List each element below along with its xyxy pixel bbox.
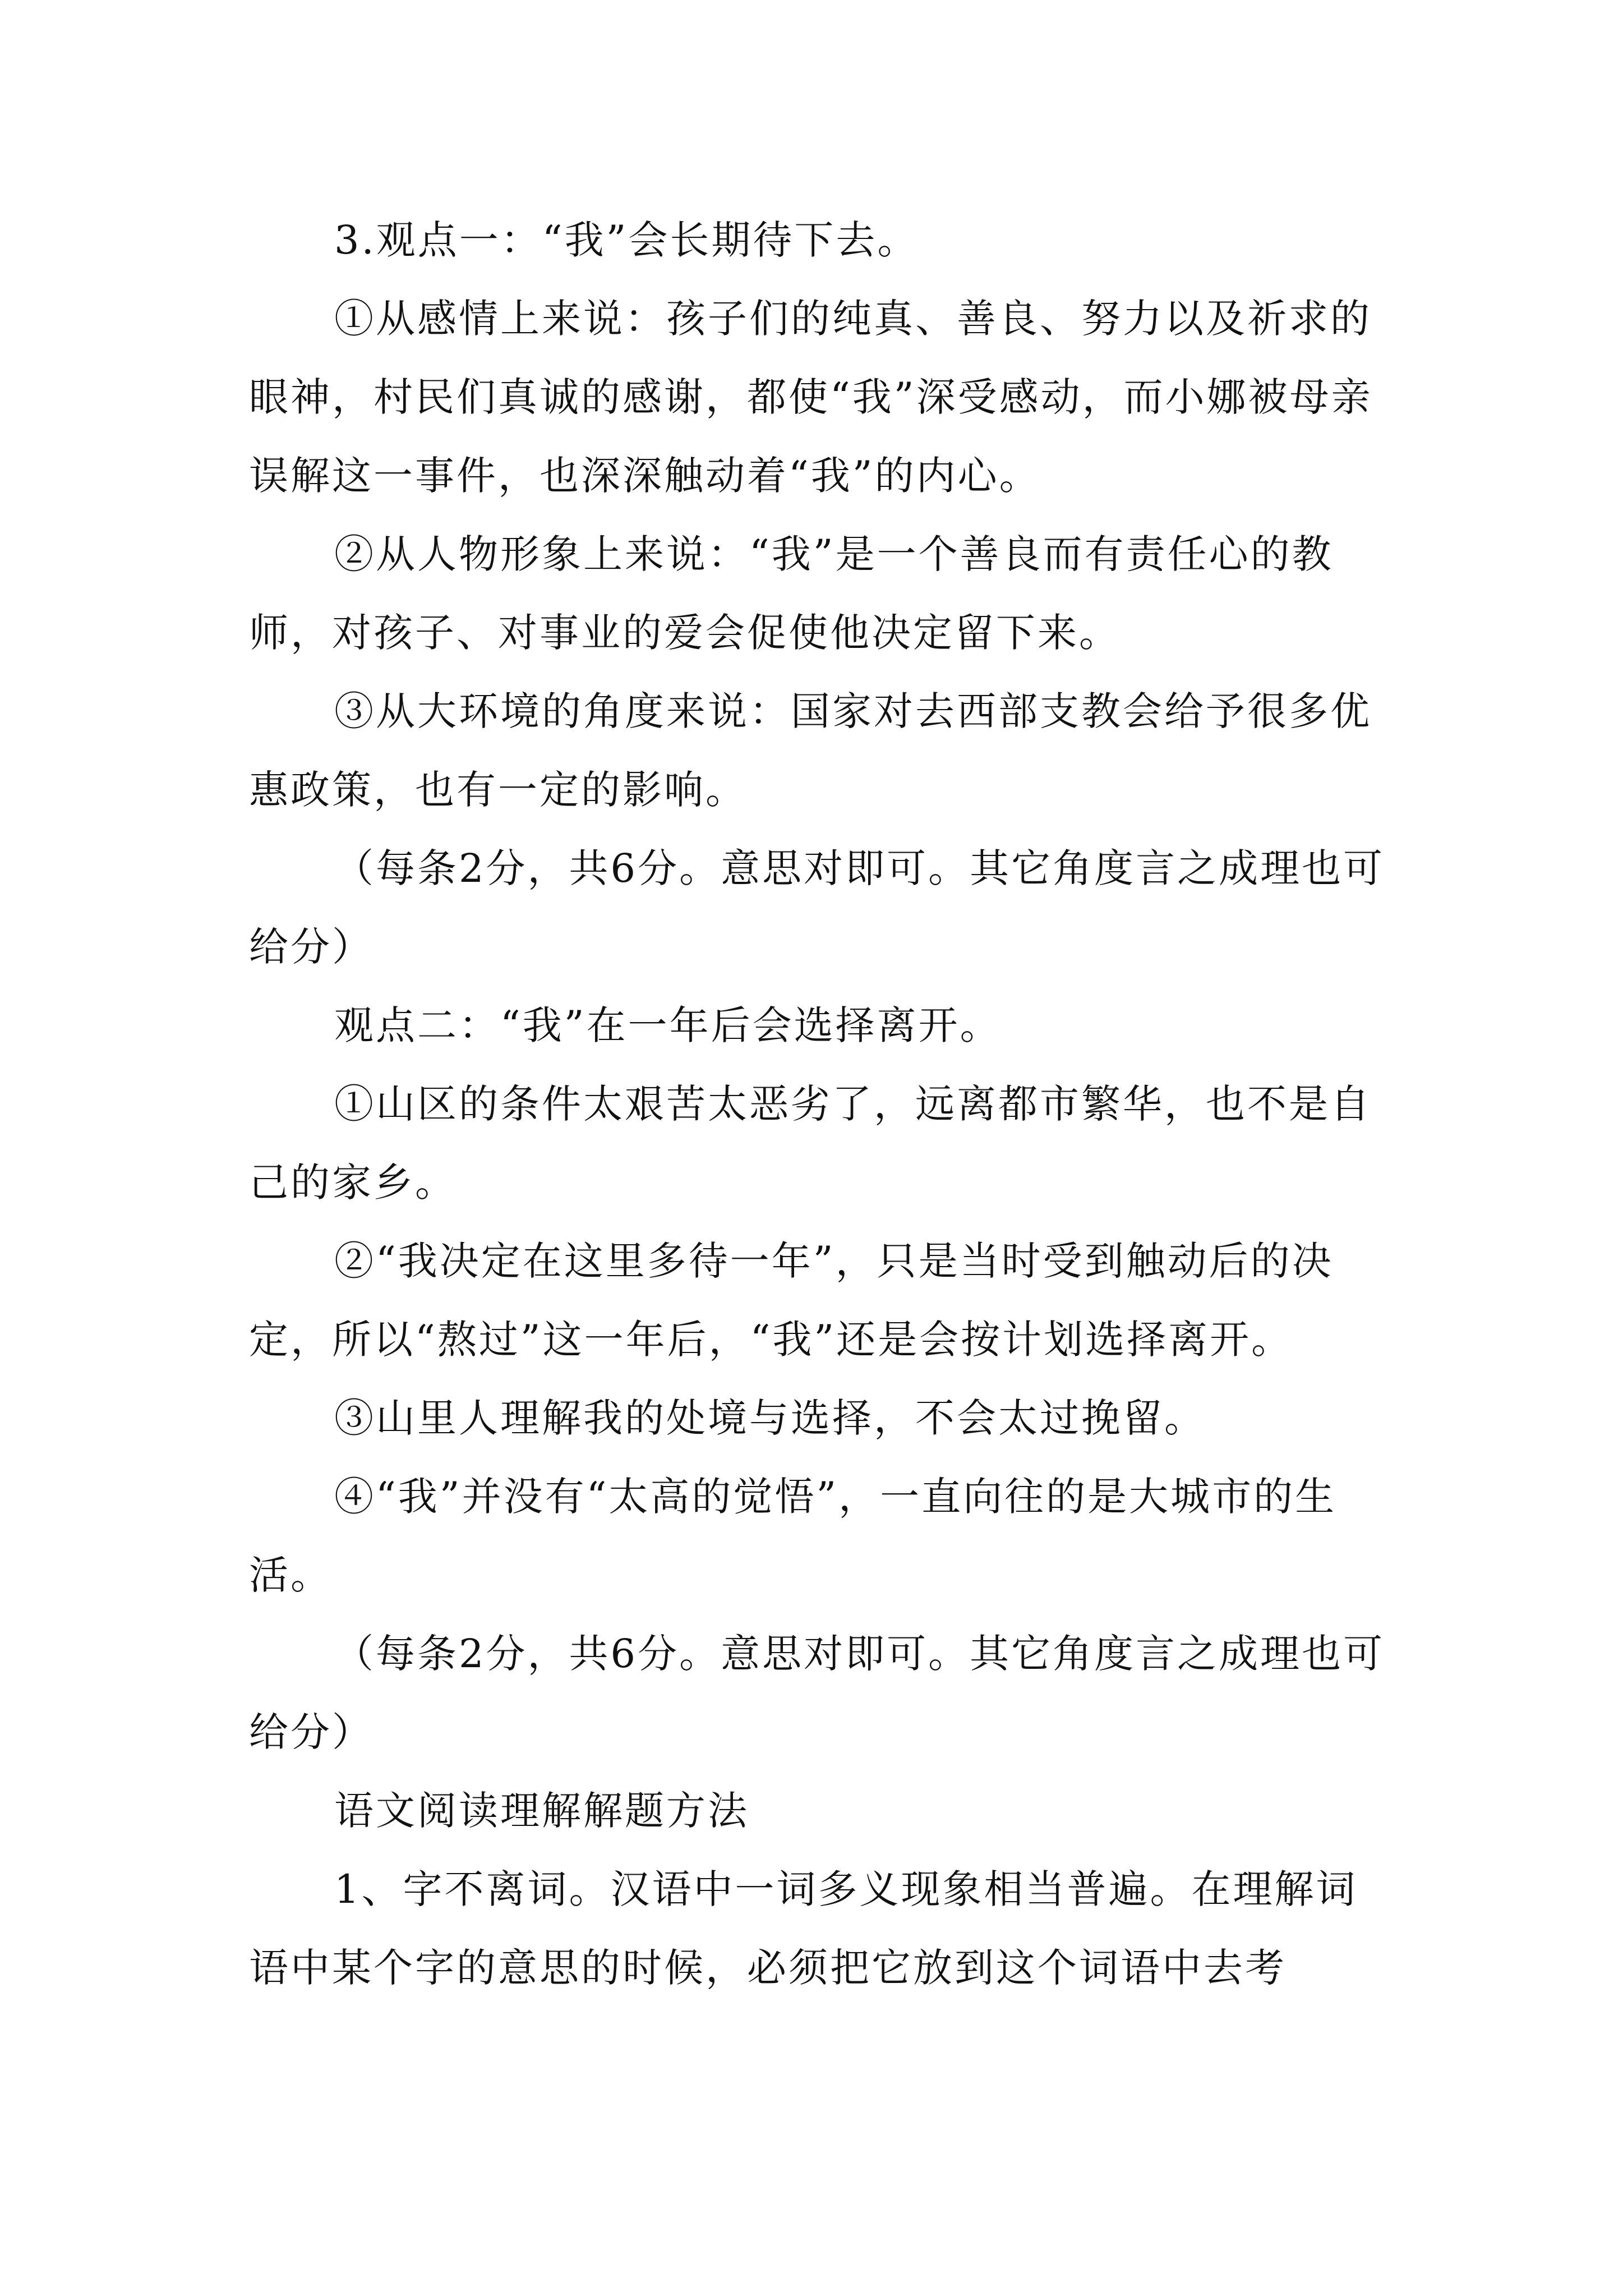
paragraph-two-conditions: ①山区的条件太艰苦太恶劣了，远离都市繁华，也不是自己的家乡。 <box>249 1081 1372 1205</box>
paragraph-viewpoint-one: 3.观点一：“我”会长期待下去。 <box>334 217 919 263</box>
paragraph-method-one: 1、字不离词。汉语中一词多义现象相当普遍。在理解词语中某个字的意思的时候，必须把它放到这个词语中去考 <box>249 1866 1358 1991</box>
paragraph-one-character: ②从人物形象上来说：“我”是一个善良而有责任心的教师，对孩子、对事业的爱会促使他决定留下来。 <box>249 531 1334 656</box>
paragraph-scoring-note: （每条2分，共6分。意思对即可。其它角度言之成理也可给分） <box>249 1631 1385 1755</box>
paragraph-two-decision: ②“我决定在这里多待一年”，只是当时受到触动后的决定，所以“熬过”这一年后，“我”还是会按计划选择离开。 <box>249 1238 1334 1363</box>
paragraph-one-emotion: ①从感情上来说：孩子们的纯真、善良、努力以及祈求的眼神，村民们真诚的感谢，都使“我”深受感动，而小娜被母亲误解这一事件，也深深触动着“我”的内心。 <box>249 296 1373 499</box>
paragraph-viewpoint-two: 观点二：“我”在一年后会选择离开。 <box>334 1002 1002 1048</box>
document-body <box>249 201 1396 2007</box>
paragraph-two-understanding: ③山里人理解我的处境与选择，不会太过挽留。 <box>334 1395 1206 1441</box>
section-heading: 语文阅读理解解题方法 <box>334 1788 749 1834</box>
paragraph-two-aspiration: ④“我”并没有“太高的觉悟”，一直向往的是大城市的生活。 <box>249 1474 1337 1598</box>
paragraph-one-environment: ③从大环境的角度来说：国家对去西部支教会给予很多优惠政策，也有一定的影响。 <box>249 688 1372 813</box>
paragraph-scoring-note: （每条2分，共6分。意思对即可。其它角度言之成理也可给分） <box>249 845 1385 970</box>
